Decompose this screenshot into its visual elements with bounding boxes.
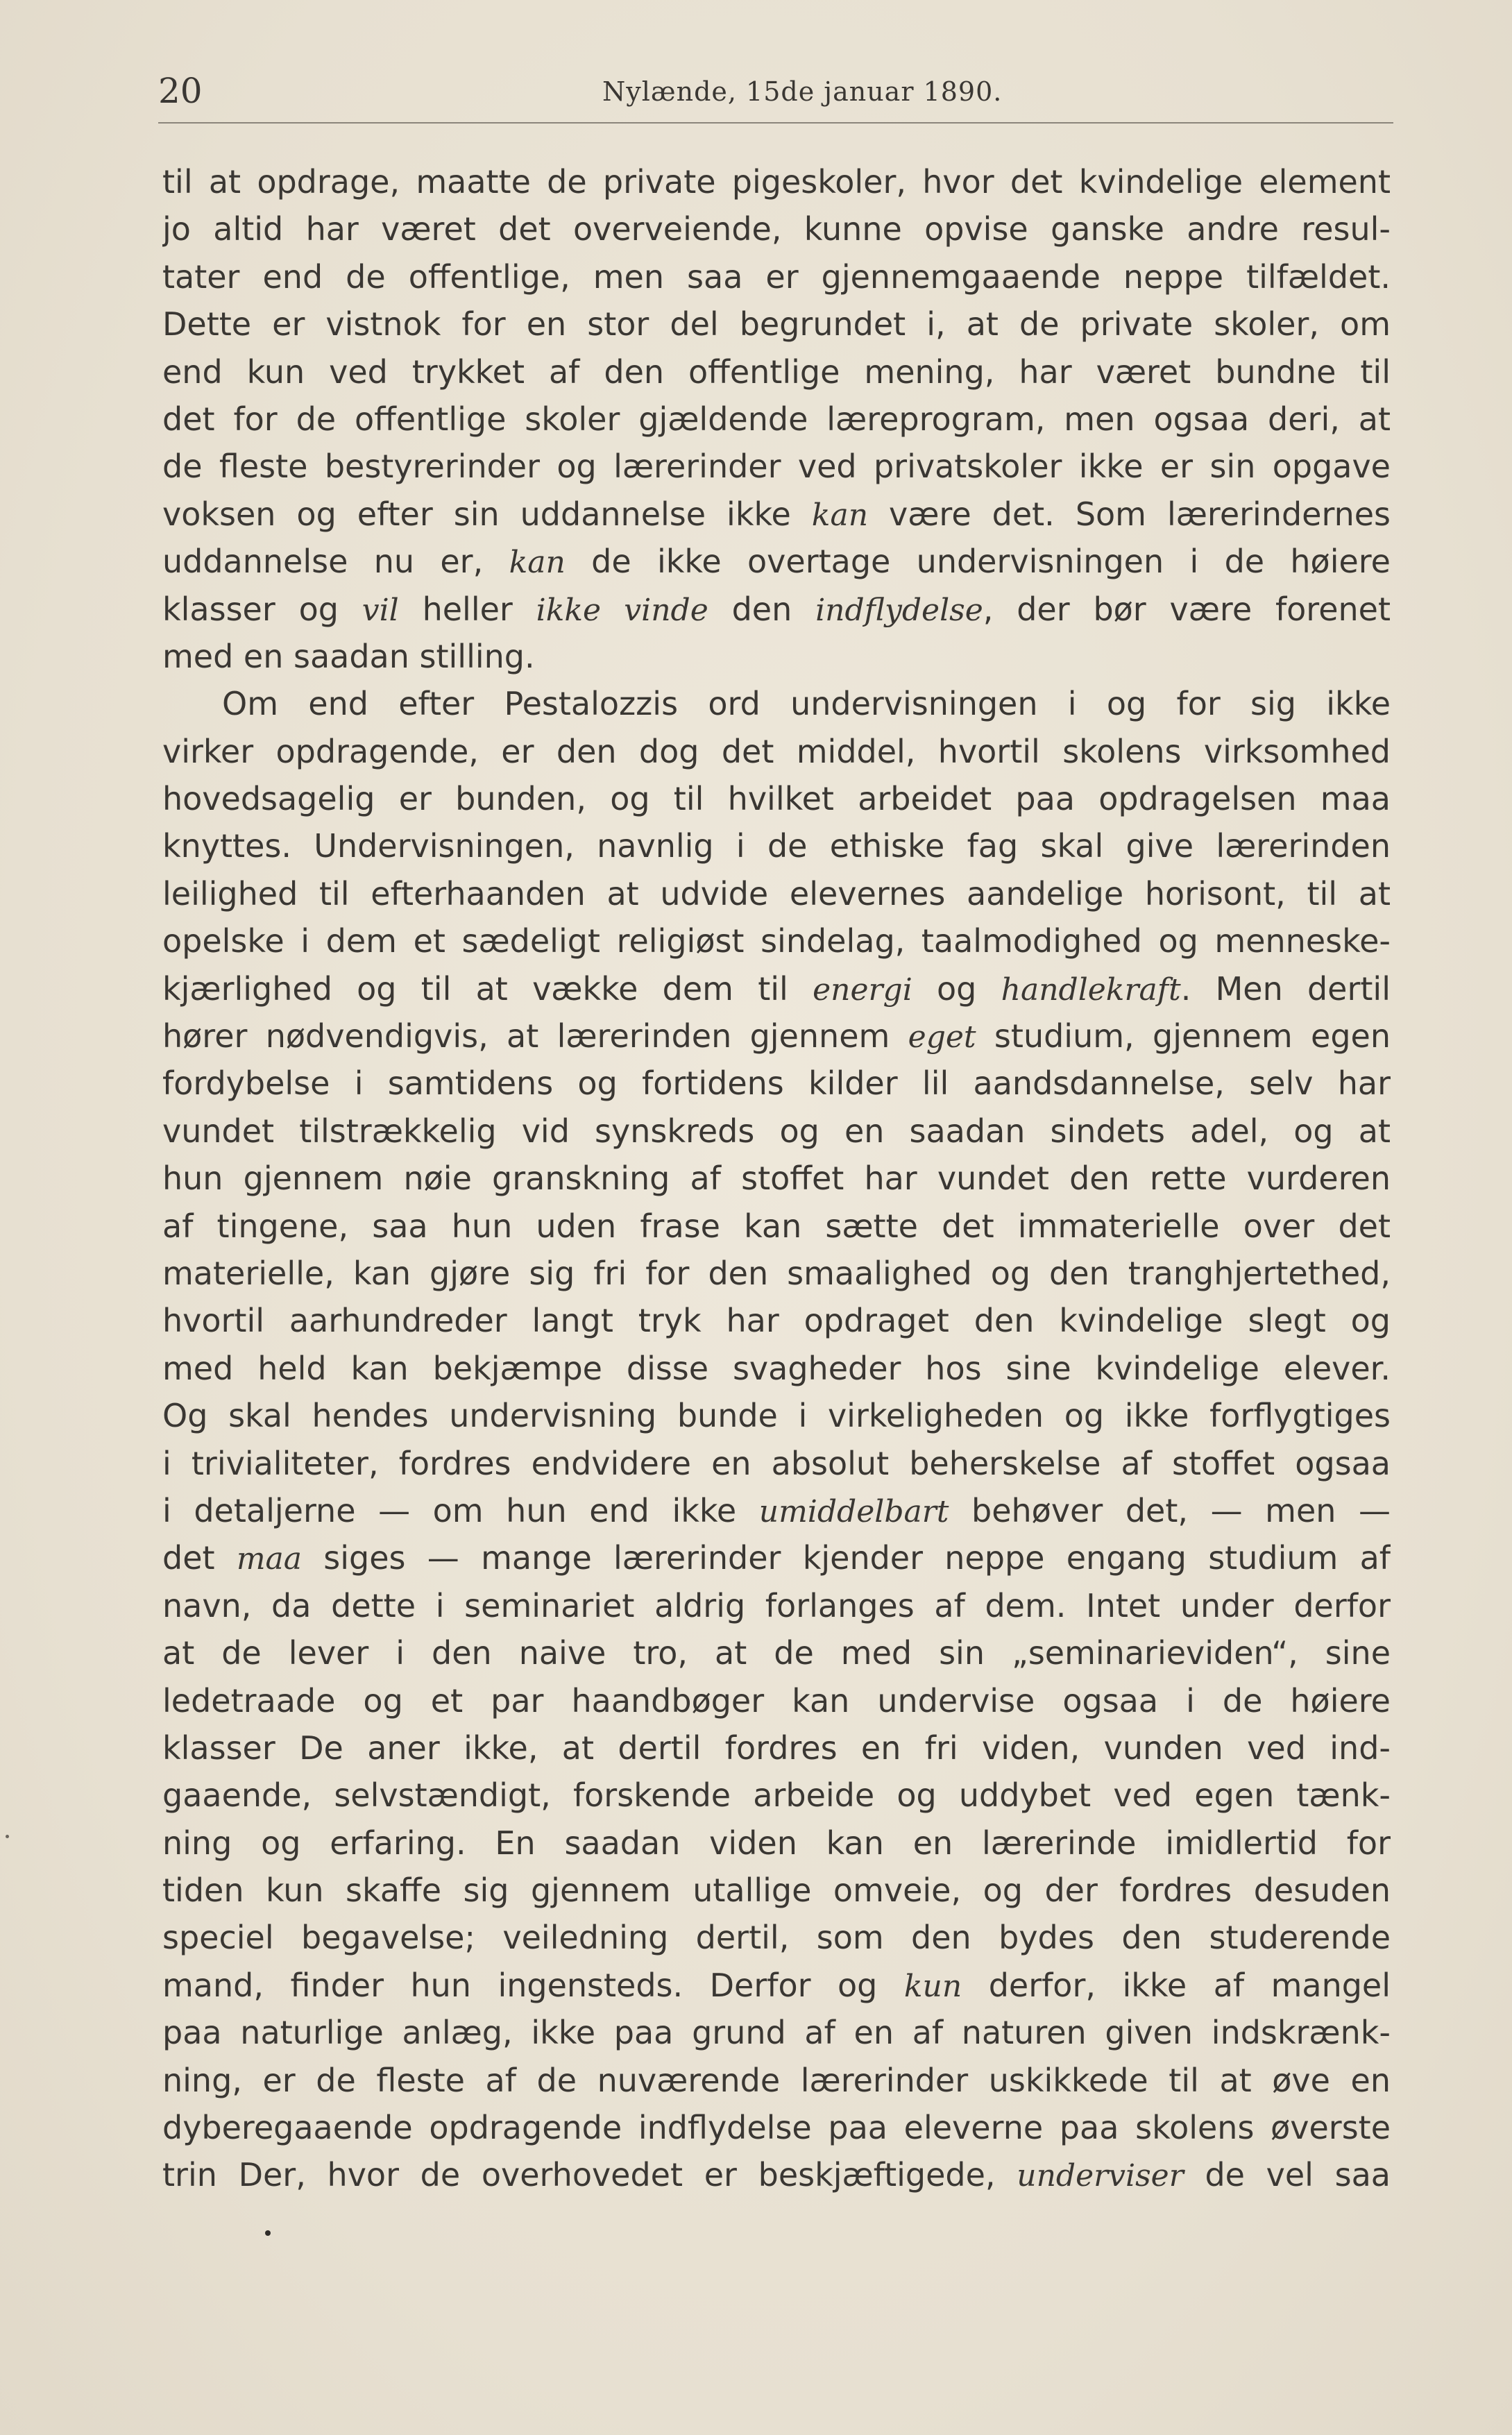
text-segment: . Men dertil — [1180, 969, 1391, 1008]
text-segment: med held kan bekjæmpe disse svagheder hos sine kvindelige elever. — [162, 1349, 1391, 1387]
text-line — [162, 870, 1391, 917]
text-segment: hovedsagelig er bunden, og til hvilket arbeidet paa opdragelsen maa — [162, 780, 1391, 818]
text-line — [162, 1819, 1391, 1867]
text-line — [162, 1440, 1391, 1487]
text-segment: speciel begavelse; veiledning dertil, som den bydes den studerende — [162, 1919, 1391, 1957]
text-segment: tater end de offentlige, men saa er gjennemgaaende neppe tilfældet. — [162, 257, 1391, 296]
text-segment: i trivialiteter, fordres endvidere en absolut beherskelse af stoffet ogsaa — [162, 1444, 1391, 1482]
text-segment: materielle, kan gjøre sig fri for den smaalighed og den tranghjertethed, — [162, 1254, 1391, 1292]
text-segment: med en saadan stilling. — [162, 637, 535, 675]
text-line — [162, 1108, 1391, 1155]
text-segment: til at opdrage, maatte de private pigeskoler, hvor det kvindelige element — [162, 163, 1391, 201]
text-segment: hun gjennem nøie granskning af stoffet har vundet den rette vurderen — [162, 1160, 1391, 1198]
text-segment: vundet tilstrækkelig vid synskreds og en saadan sindets adel, og at — [162, 1112, 1391, 1150]
text-segment: Og skal hendes undervisning bunde i virkeligheden og ikke forflygtiges — [162, 1397, 1391, 1435]
text-line — [162, 2009, 1391, 2056]
text-line — [162, 1345, 1391, 1392]
ink-speck — [6, 1835, 9, 1838]
text-segment: siges — mange lærerinder kjender neppe engang studium af — [302, 1539, 1391, 1577]
text-segment: fordybelse i samtidens og fortidens kilder lil aandsdannelse, selv har — [162, 1064, 1391, 1103]
text-segment: ning, er de fleste af de nuværende lærerinder uskikkede til at øve en — [162, 2061, 1391, 2099]
text-line — [162, 2104, 1391, 2151]
text-segment: være det. Som lærerindernes — [868, 495, 1391, 533]
text-segment: dyberegaaende opdragende indflydelse paa eleverne paa skolens øverste — [162, 2109, 1391, 2147]
text-line — [162, 1582, 1391, 1629]
text-segment: Om end efter Pestalozzis ord undervisningen i og for sig ikke — [222, 685, 1391, 723]
text-segment: Dette er vistnok for en stor del begrundet i, at de private skoler, om — [162, 305, 1391, 343]
text-line — [162, 1534, 1391, 1581]
italic-emphasis: kun — [903, 1968, 962, 2004]
text-line — [162, 396, 1391, 443]
text-segment: paa naturlige anlæg, ikke paa grund af en af naturen given indskrænk- — [162, 2014, 1391, 2052]
text-line — [162, 1629, 1391, 1677]
italic-emphasis: underviser — [1017, 2158, 1184, 2194]
text-line — [162, 822, 1391, 869]
text-segment: ledetraade og et par haandbøger kan undervise ogsaa i de høiere — [162, 1681, 1391, 1720]
text-segment: i detaljerne — om hun end ikke — [162, 1491, 759, 1529]
text-line — [162, 586, 1391, 633]
text-segment: at de lever i den naive tro, at de med sin „seminarieviden“, sine — [162, 1634, 1391, 1672]
text-line — [162, 1250, 1391, 1297]
running-head — [158, 67, 1393, 115]
text-line — [162, 1962, 1391, 2009]
italic-emphasis: energi — [813, 972, 912, 1008]
text-segment: studium, gjennem egen — [976, 1017, 1391, 1055]
italic-emphasis: umiddelbart — [758, 1493, 949, 1529]
text-line — [162, 1867, 1391, 1914]
text-line — [162, 348, 1391, 396]
text-line — [162, 2057, 1391, 2104]
text-segment: navn, da dette i seminariet aldrig forlanges af dem. Intet under derfor — [162, 1586, 1391, 1624]
text-line — [162, 1392, 1391, 1439]
text-line — [162, 917, 1391, 965]
text-line — [162, 205, 1391, 253]
text-segment: den — [708, 590, 816, 628]
text-line — [162, 1297, 1391, 1344]
text-segment: mand, finder hun ingensteds. Derfor og — [162, 1966, 904, 2004]
italic-emphasis: indflydelse — [815, 592, 983, 628]
ink-speck — [265, 2230, 271, 2236]
text-line — [162, 1203, 1391, 1250]
text-segment: opelske i dem et sædeligt religiøst sindelag, taalmodighed og menneske- — [162, 922, 1391, 960]
text-line — [162, 728, 1391, 775]
text-line — [162, 965, 1391, 1012]
text-segment: jo altid har været det overveiende, kunne opvise ganske andre resul- — [162, 210, 1391, 248]
text-segment: derfor, ikke af mangel — [962, 1966, 1391, 2004]
italic-emphasis: vil — [362, 592, 399, 628]
text-line — [162, 1155, 1391, 1202]
text-line — [162, 158, 1391, 205]
text-segment: og — [912, 969, 1001, 1008]
text-line — [162, 443, 1391, 490]
text-segment: trin Der, hvor de overhovedet er beskjæftigede, — [162, 2156, 1017, 2194]
text-segment: virker opdragende, er den dog det middel, hvortil skolens virksomhed — [162, 732, 1391, 770]
text-segment: end kun ved trykket af den offentlige mening, har været bundne til — [162, 353, 1391, 391]
text-segment: gaaende, selvstændigt, forskende arbeide og uddybet ved egen tænk- — [162, 1776, 1391, 1815]
italic-emphasis: kan — [509, 545, 566, 581]
text-segment: det — [162, 1539, 237, 1577]
text-line — [162, 1677, 1391, 1724]
text-line — [162, 300, 1391, 348]
text-segment: det for de offentlige skoler gjældende læreprogram, men ogsaa deri, at — [162, 400, 1391, 438]
text-segment: uddannelse nu er, — [162, 543, 509, 581]
text-line — [162, 775, 1391, 822]
text-line — [162, 1487, 1391, 1534]
italic-emphasis: maa — [236, 1541, 303, 1577]
text-segment: tiden kun skaffe sig gjennem utallige omveie, og der fordres desuden — [162, 1872, 1391, 1910]
text-segment: de fleste bestyrerinder og lærerinder ved privatskoler ikke er sin opgave — [162, 448, 1391, 486]
text-line — [162, 491, 1391, 538]
text-segment: leilighed til efterhaanden at udvide elevernes aandelige horisont, til at — [162, 874, 1391, 913]
text-segment: hører nødvendigvis, at lærerinden gjennem — [162, 1017, 908, 1055]
italic-emphasis: handlekraft — [1001, 972, 1181, 1008]
text-segment: de ikke overtage undervisningen i de høiere — [565, 543, 1391, 581]
text-line — [162, 253, 1391, 300]
text-segment: klasser De aner ikke, at dertil fordres en fri viden, vunden ved ind- — [162, 1729, 1391, 1767]
text-line — [162, 633, 1391, 680]
text-segment: de vel saa — [1183, 2156, 1391, 2194]
text-segment: , der bør være forenet — [983, 590, 1391, 628]
text-segment: knyttes. Undervisningen, navnlig i de ethiske fag skal give lærerinden — [162, 827, 1391, 865]
text-segment: voksen og efter sin uddannelse ikke — [162, 495, 812, 533]
page-number: 20 — [158, 71, 203, 111]
text-line — [162, 1914, 1391, 1961]
text-line — [162, 1724, 1391, 1772]
text-segment: behøver det, — men — — [949, 1491, 1391, 1529]
italic-emphasis: kan — [811, 497, 869, 533]
text-line — [162, 2151, 1391, 2198]
body-text — [162, 158, 1391, 2199]
text-segment: kjærlighed og til at vække dem til — [162, 969, 813, 1008]
text-segment: klasser og — [162, 590, 362, 628]
text-line — [162, 1772, 1391, 1819]
text-line — [162, 1012, 1391, 1060]
text-line — [162, 1060, 1391, 1107]
header-rule — [158, 122, 1393, 124]
text-line — [162, 538, 1391, 585]
italic-emphasis: eget — [908, 1019, 976, 1055]
italic-emphasis: ikke vinde — [536, 592, 708, 628]
text-segment: af tingene, saa hun uden frase kan sætte det immaterielle over det — [162, 1207, 1391, 1245]
text-segment: ning og erfaring. En saadan viden kan en lærerinde imidlertid for — [162, 1824, 1391, 1862]
text-segment: heller — [398, 590, 536, 628]
running-head-title: Nylænde, 15de januar 1890. — [602, 76, 1003, 107]
text-line — [162, 680, 1391, 727]
text-segment: hvortil aarhundreder langt tryk har opdraget den kvindelige slegt og — [162, 1302, 1391, 1340]
